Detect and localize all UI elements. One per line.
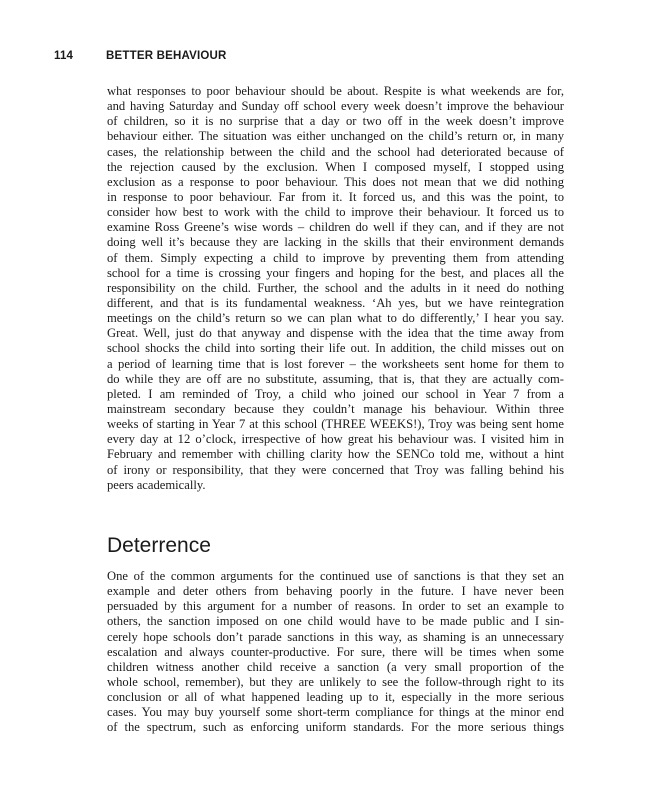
text-line: Great. Well, just do that anyway and dispense with the idea that the time away from [107, 326, 564, 341]
text-line: persuaded by this argument for a number of reasons. In order to set an example to [107, 599, 564, 614]
text-line: mainstream secondary because they couldn’t manage his behaviour. Within three [107, 401, 564, 416]
text-line: doing well it’s because they are lacking in the skills that their environment demands [107, 235, 564, 250]
text-line: One of the common arguments for the continued use of sanctions is that they set an [107, 569, 564, 583]
text-line: the rejection caused by the exclusion. When I composed myself, I stopped using [107, 159, 564, 174]
text-line: different, and that is its fundamental weakness. ‘Ah yes, but we have reintegration [107, 295, 564, 310]
text-line: February and remember with chilling clarity how the SENCo told me, without a hint [107, 447, 564, 462]
text-line: meetings on the child’s return so we can plan what to do differently,’ I hear you say. [107, 311, 564, 326]
text-line: behaviour either. The situation was either unchanged on the child’s return or, in many [107, 129, 564, 144]
text-line: conclusion or all of what happened leading up to it, especially in the more serious [107, 690, 564, 705]
text-line: school shocks the child into sorting their life out. In addition, the child misses out on [107, 341, 564, 356]
text-line: responsibility on the child. Further, the school and the adults in it need do nothing [107, 280, 564, 295]
text-line: of children, so it is no surprise that a day or two off in the week doesn’t improve [107, 114, 564, 129]
text-line: children witness another child receive a sanction (a very small proportion of the [107, 659, 564, 674]
text-line: school for a time is crossing your fingers and hoping for the best, and places all the [107, 265, 564, 280]
text-line: cases. You may buy yourself some short-term compliance for things at the minor end [107, 705, 564, 720]
text-line: of them. Simply expecting a child to improve by preventing them from attending [107, 250, 564, 265]
text-line: cases, the relationship between the child and the school had deteriorated because of [107, 144, 564, 159]
running-title: BETTER BEHAVIOUR [106, 50, 227, 62]
text-line: every day at 12 o’clock, irrespective of how great his behaviour was. I visited him in [107, 432, 564, 447]
text-line: of the spectrum, such as enforcing uniform standards. For the more serious things [107, 720, 564, 735]
text-line: peers academically. [107, 477, 206, 492]
text-line: pleted. I am reminded of Troy, a child who joined our school in Year 7 from a [107, 386, 564, 401]
text-line: do while they are off are no substitute, assuming, that is, that they are actually com- [107, 371, 564, 386]
body-paragraph-2 [107, 569, 564, 736]
text-line: consider how best to work with the child to improve their behaviour. It forced us to [107, 205, 564, 220]
text-line: in response to poor behaviour. Far from it. It forced us, and this was the point, to [107, 189, 564, 204]
text-line: a period of learning time that is lost forever – the worksheets sent home for them to [107, 356, 564, 371]
text-line: cerely hope schools don’t parade sanctions in this way, as shaming is an unnecessary [107, 629, 564, 644]
text-line: example and deter others from behaving poorly in the future. I have never been [107, 584, 564, 599]
text-line: escalation and always counter-productive. For sure, there will be times when some [107, 644, 564, 659]
text-line: exclusion as a response to poor behaviour. This does not mean that we did nothing [107, 174, 564, 189]
text-line: of irony or responsibility, that they were concerned that Troy was falling behind his [107, 462, 564, 477]
page-number: 114 [54, 50, 74, 62]
text-line: examine Ross Greene’s wise words – children do well if they can, and if they are not [107, 220, 564, 235]
text-line: weeks of starting in Year 7 at this school (THREE WEEKS!), Troy was being sent home [107, 417, 564, 432]
text-line: and having Saturday and Sunday off school every week doesn’t improve the behaviour [107, 99, 564, 114]
section-heading: Deterrence [107, 534, 211, 557]
text-line: what responses to poor behaviour should be about. Respite is what weekends are for, [107, 84, 564, 98]
text-line: whole school, remember), but they are unlikely to see the follow-through right to its [107, 674, 564, 689]
running-head [54, 50, 227, 62]
text-line: others, the sanction imposed on one child would have to be made public and I sin- [107, 614, 564, 629]
body-paragraph-1 [107, 84, 564, 493]
